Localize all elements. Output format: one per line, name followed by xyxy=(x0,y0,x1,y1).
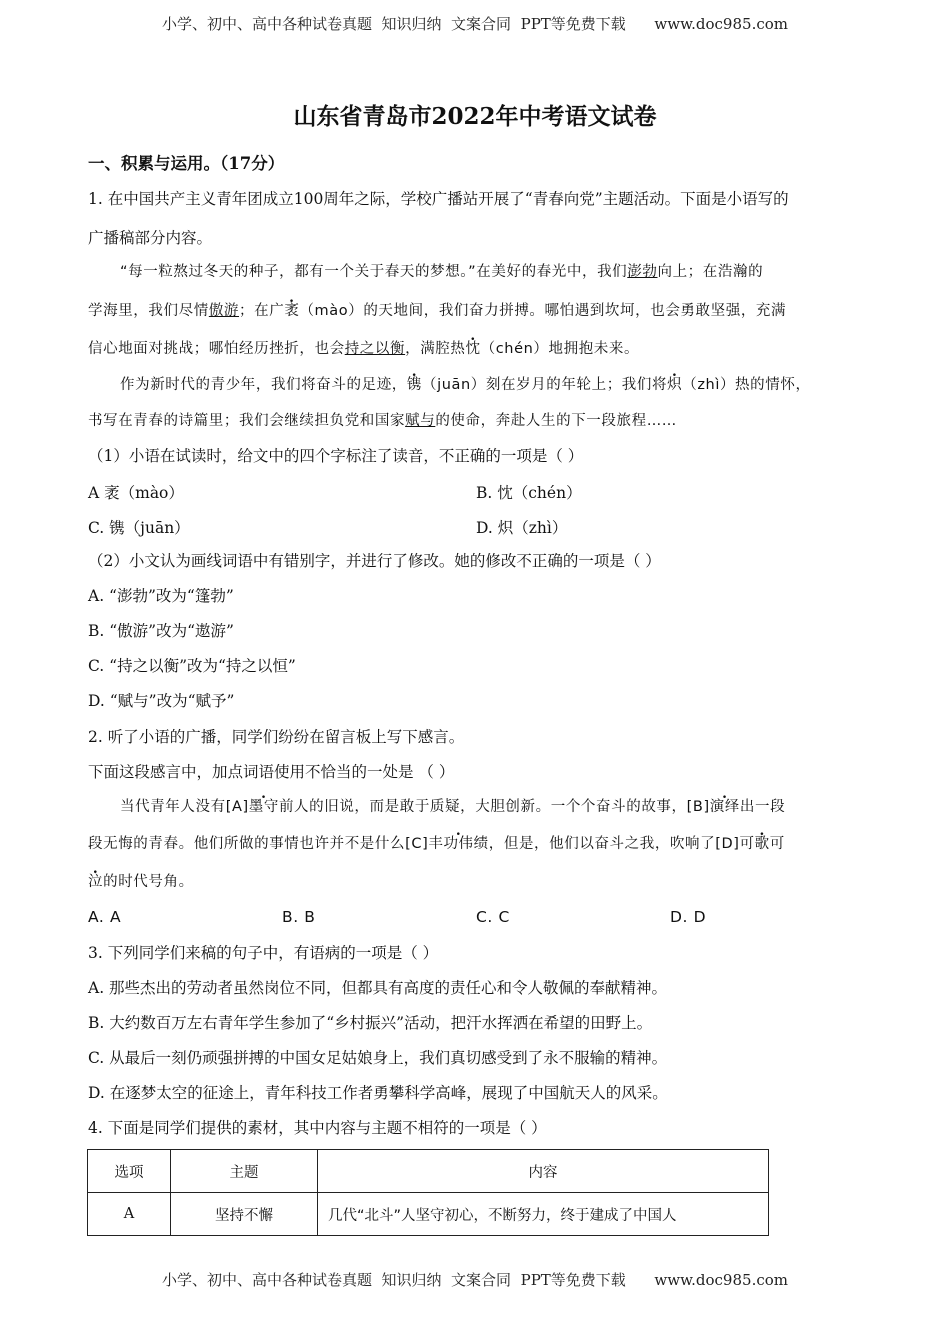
q1-sub2: （2）小文认为画线词语中有错别字，并进行了修改。她的修改不正确的一项是（ ） xyxy=(88,552,661,570)
q1-passage-line: 作为新时代的青少年，我们将奋斗的足迹，镌（juān）刻在岁月的年轮上；我们将炽（zhì）热的情怀， xyxy=(120,377,811,393)
q1-passage-line: 书写在青春的诗篇里；我们会继续担负党和国家赋与的使命，奔赴人生的下一段旅程…… xyxy=(88,413,677,429)
q2-stem-cont: 下面这段感言中，加点词语使用不恰当的一处是 （ ） xyxy=(88,763,455,781)
q1-sub1-option-b: B. 忱（chén） xyxy=(476,484,582,502)
table-header-cell: 选项 xyxy=(88,1150,171,1193)
q4-stem: 4. 下面是同学们提供的素材，其中内容与主题不相符的一项是（ ） xyxy=(88,1119,547,1137)
q1-stem-cont: 广播稿部分内容。 xyxy=(88,229,213,247)
q3-option-a: A. 那些杰出的劳动者虽然岗位不同，但都具有高度的责任心和令人敬佩的奉献精神。 xyxy=(88,979,668,997)
q3-option-c: C. 从最后一刻仍顽强拼搏的中国女足姑娘身上，我们真切感受到了永不服输的精神。 xyxy=(88,1049,668,1067)
table-cell: 几代“北斗”人坚守初心，不断努力，终于建成了中国人 xyxy=(318,1193,769,1236)
q1-sub1-option-a: A 袤（mào） xyxy=(88,484,184,502)
q1-passage-line: 学海里，我们尽情傲游；在广袤（mào）的天地间，我们奋力拼搏。哪怕遇到坎坷，也会勇敢坚强，充满 xyxy=(88,303,787,319)
q2-stem: 2. 听了小语的广播，同学们纷纷在留言板上写下感言。 xyxy=(88,728,465,746)
q1-sub1-option-d: D. 炽（zhì） xyxy=(476,519,568,537)
table-cell: 坚持不懈 xyxy=(171,1193,318,1236)
page-footer: 小学、初中、高中各种试卷真题 知识归纳 文案合同 PPT等免费下载 www.doc985.com xyxy=(161,1271,788,1289)
table-header-cell: 主题 xyxy=(171,1150,318,1193)
q3-stem: 3. 下列同学们来稿的句子中，有语病的一项是（ ） xyxy=(88,944,439,962)
q1-sub2-option-c: C. “持之以衡”改为“持之以恒” xyxy=(88,657,296,675)
table-row xyxy=(88,1193,769,1236)
q2-passage-line: 当代青年人没有[A]墨守前人的旧说，而是敢于质疑，大胆创新。一个个奋斗的故事，[B]演绎出一段 xyxy=(120,799,786,815)
q1-sub1: （1）小语在试读时，给文中的四个字标注了读音，不正确的一项是（ ） xyxy=(88,447,584,465)
table-header-row xyxy=(88,1150,769,1193)
page-header: 小学、初中、高中各种试卷真题 知识归纳 文案合同 PPT等免费下载 www.doc985.com xyxy=(161,15,788,33)
q2-passage-line: 泣的时代号角。 xyxy=(88,874,194,890)
q1-sub1-option-c: C. 镌（juān） xyxy=(88,519,190,537)
table-cell: A xyxy=(88,1193,171,1236)
q2-option-c: C. C xyxy=(476,908,510,926)
q1-passage-line: 信心地面对挑战；哪怕经历挫折，也会持之以衡，满腔热忱（chén）地拥抱未来。 xyxy=(88,341,640,357)
q3-option-b: B. 大约数百万左右青年学生参加了“乡村振兴”活动，把汗水挥洒在希望的田野上。 xyxy=(88,1014,653,1032)
q3-option-d: D. 在逐梦太空的征途上，青年科技工作者勇攀科学高峰，展现了中国航天人的风采。 xyxy=(88,1084,668,1102)
q2-option-b: B. B xyxy=(282,908,316,926)
q1-sub2-option-b: B. “傲游”改为“遨游” xyxy=(88,622,234,640)
q1-sub2-option-a: A. “澎勃”改为“篷勃” xyxy=(88,587,234,605)
section-heading: 一、积累与运用。（17分） xyxy=(88,154,285,173)
q2-passage-line: 段无悔的青春。他们所做的事情也许并不是什么[C]丰功伟绩，但是，他们以奋斗之我，吹响了[D]可歌可 xyxy=(88,836,785,852)
q2-option-a: A. A xyxy=(88,908,122,926)
q4-table xyxy=(87,1149,769,1236)
table-header-cell: 内容 xyxy=(318,1150,769,1193)
page-title: 山东省青岛市2022年中考语文试卷 xyxy=(293,103,657,130)
q1-stem: 1. 在中国共产主义青年团成立100周年之际，学校广播站开展了“青春向党”主题活动。下面是小语写的 xyxy=(88,190,789,208)
q1-sub2-option-d: D. “赋与”改为“赋予” xyxy=(88,692,235,710)
q1-passage-line: “每一粒熬过冬天的种子，都有一个关于春天的梦想。”在美好的春光中，我们澎勃向上；在浩瀚的 xyxy=(120,264,764,280)
q2-option-d: D. D xyxy=(670,908,707,926)
